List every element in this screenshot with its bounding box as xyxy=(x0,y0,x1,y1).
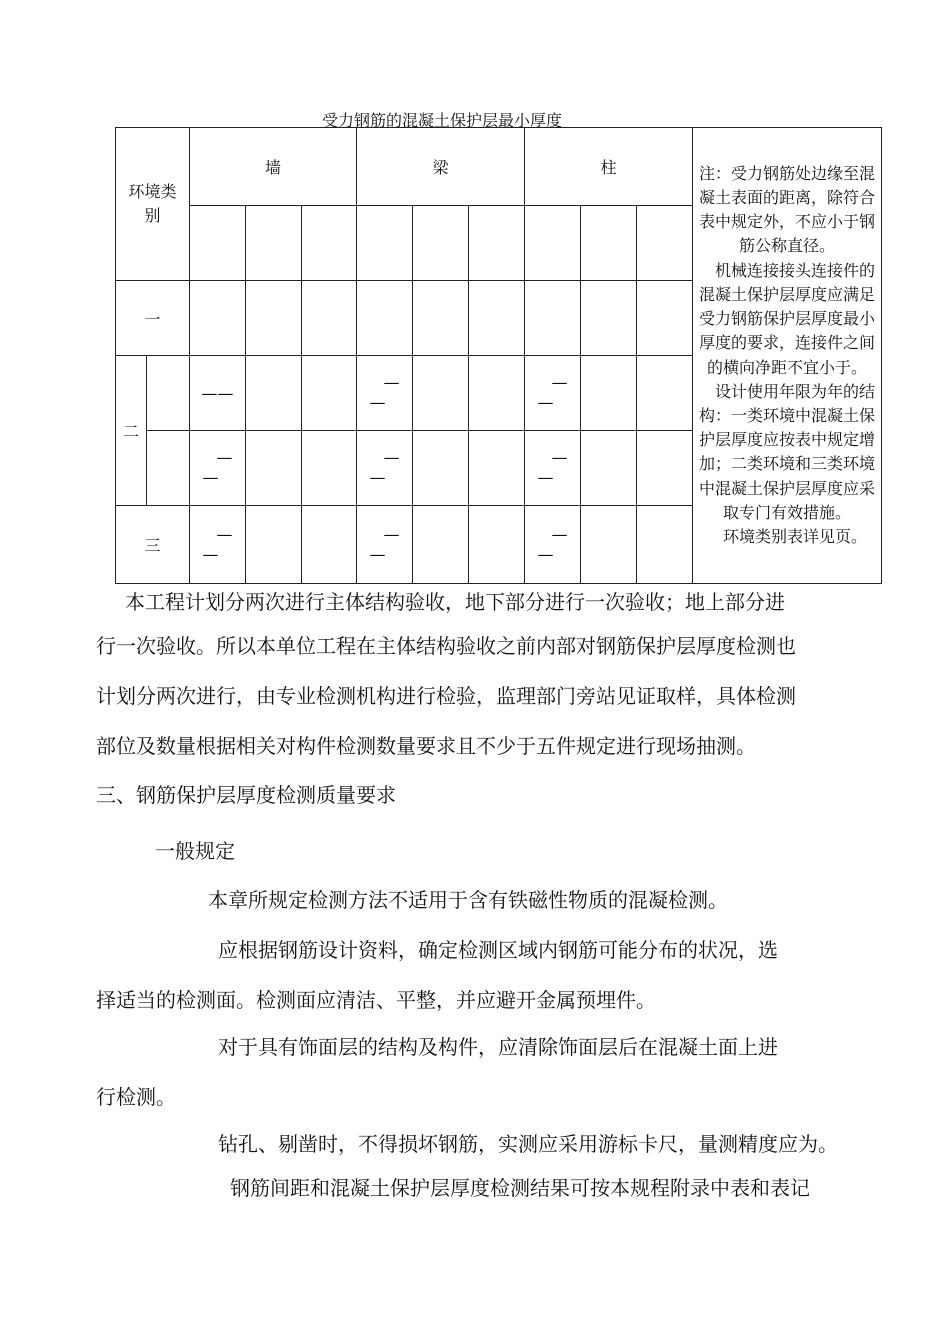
rule-item: 对于具有饰面层的结构及构件，应清除饰面层后在混凝土面上进 xyxy=(218,1035,778,1059)
dash-cell: — — xyxy=(525,356,581,431)
paragraph-line: 部位及数量根据相关对构件检测数量要求且不少于五件规定进行现场抽测。 xyxy=(96,734,756,758)
section-heading: 三、钢筋保护层厚度检测质量要求 xyxy=(96,783,396,807)
dash-cell: — — xyxy=(525,431,581,506)
env-category-header: 环境类别 xyxy=(116,128,190,281)
dash-cell: — — xyxy=(525,506,581,584)
rule-item: 本章所规定检测方法不适用于含有铁磁性物质的混凝检测。 xyxy=(208,888,728,912)
rule-item: 钻孔、剔凿时，不得损坏钢筋，实测应采用游标卡尺，量测精度应为。 xyxy=(218,1132,838,1156)
subsection-heading: 一般规定 xyxy=(155,839,235,863)
rule-item: 钢筋间距和混凝土保护层厚度检测结果可按本规程附录中表和表记 xyxy=(230,1176,810,1200)
dash-cell: — — xyxy=(357,506,413,584)
rule-item-cont: 行检测。 xyxy=(96,1085,176,1109)
row-label-2: 二 xyxy=(116,356,147,506)
row-label-3: 三 xyxy=(116,506,190,584)
table-caption: 受力钢筋的混凝土保护层最小厚度 xyxy=(322,111,563,130)
paragraph-line: 行一次验收。所以本单位工程在主体结构验收之前内部对钢筋保护层厚度检测也 xyxy=(96,634,796,658)
paragraph-line: 计划分两次进行，由专业检测机构进行检验，监理部门旁站见证取样，具体检测 xyxy=(96,684,796,708)
paragraph-line: 本工程计划分两次进行主体结构验收，地下部分进行一次验收；地上部分进 xyxy=(125,590,785,614)
wall-header: 墙 xyxy=(190,128,357,206)
dash-cell: — — xyxy=(357,431,413,506)
rule-item: 应根据钢筋设计资料，确定检测区域内钢筋可能分布的状况，选 xyxy=(218,938,778,962)
row-label-1: 一 xyxy=(116,281,190,356)
dash-cell: — — xyxy=(190,506,246,584)
dash-cell: — — xyxy=(190,431,246,506)
column-header: 柱 xyxy=(525,128,693,206)
table-notes: 注：受力钢筋处边缘至混凝土表面的距离，除符合表中规定外，不应小于钢筋公称直径。 机械连接接头连接件的混凝土保护层厚度应满足受力钢筋保护层厚度最小厚度的要求，连接件之间的横向净距不宜小于。 设计使用年限为年的结构：一类环境中混凝土保护层厚度应按表中规定增加；二类环境和三类环境中混凝土保护层厚度应采取专门有效措施。 环境类别表详见页。 xyxy=(693,128,882,584)
beam-header: 梁 xyxy=(357,128,525,206)
dash-cell: —— xyxy=(190,356,246,431)
dash-cell: — — xyxy=(357,356,413,431)
cover-thickness-table xyxy=(115,127,882,584)
rule-item-cont: 择适当的检测面。检测面应清洁、平整，并应避开金属预埋件。 xyxy=(96,988,656,1012)
